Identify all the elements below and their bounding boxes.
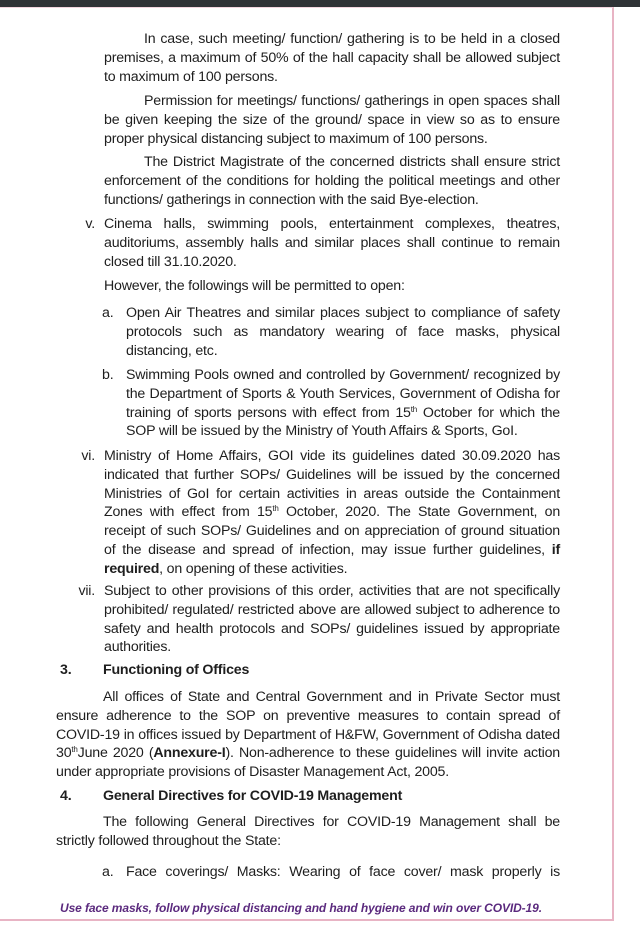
section-3-paragraph (56, 688, 560, 782)
section-4-title: General Directives for COVID-19 Management (103, 788, 403, 804)
item-text: Open Air Theatres and similar places subject to compliance of safety protocols such as mandatory wearing of face masks, physical distancing, etc. (126, 305, 560, 359)
paragraph-open-spaces (104, 92, 560, 148)
superscript: th (71, 745, 78, 755)
viewer-top-bar (0, 0, 640, 7)
item-number: vii. (78, 583, 95, 599)
text-segment: October, 2020. The State Government, on receipt of such SOPs/ Guidelines and on appreciation of ground situation of the disease and spread of infection, may issue further guidelines, (104, 504, 561, 558)
however-text: However, the followings will be permitted to open: (104, 278, 405, 294)
text-segment: October for which the SOP will be issued by the Ministry of Youth Affairs & Sports, GoI. (126, 404, 560, 440)
paragraph-district-magistrate (104, 153, 560, 209)
item-text: Face coverings/ Masks: Wearing of face cover/ mask properly is (126, 864, 560, 880)
superscript: th (272, 504, 279, 514)
text-segment: ). Non-adherence to these guidelines will invite action under appropriate provisions of Disaster Management Act, 2005. (56, 745, 560, 781)
paragraph-text: Permission for meetings/ functions/ gatherings in open spaces shall be given keeping the size of the ground/ space in view so as to ensure proper physical distancing subject to maximum of 100 persons. (104, 93, 560, 147)
item-letter: a. (102, 305, 114, 321)
item-text: Cinema halls, swimming pools, entertainment complexes, theatres, auditoriums, assembly halls and similar places shall continue to remain closed till 31.10.2020. (104, 216, 560, 270)
bold-text: if required (104, 541, 560, 577)
text-segment: Swimming Pools owned and controlled by Government/ recognized by the Department of Sports & Youth Services, Government of Odisha for training of sports persons with effect from 15 (126, 367, 560, 421)
item-text (104, 447, 560, 579)
section-4-number: 4. (60, 788, 72, 804)
page-footer-slogan: Use face masks, follow physical distancing and hand hygiene and win over COVID-19. (60, 901, 542, 915)
text-segment: Ministry of Home Affairs, GOI vide its guidelines dated 30.09.2020 has indicated that further SOPs/ Guidelines will be issued by the concerned Ministries of GoI for certain activities in areas outside the Containment Zones with effect from 15 (104, 448, 560, 521)
paragraph-text: In case, such meeting/ function/ gathering is to be held in a closed premises, a maximum of 50% of the hall capacity shall be allowed subject to maximum of 100 persons. (104, 31, 560, 85)
paragraph-closed-premises (104, 30, 560, 86)
text-segment: All offices of State and Central Government and in Private Sector must ensure adherence to the SOP on preventive measures to contain spread of COVID-19 in offices issued by Department of H&FW, Government of Odisha dated 30 (56, 689, 560, 762)
paragraph-text: The District Magistrate of the concerned districts shall ensure strict enforcement of the conditions for holding the political meetings and other functions/ gatherings in connection with the said Bye-election. (104, 154, 560, 208)
text-segment: The following General Directives for COVID-19 Management shall be strictly followed throughout the State: (56, 814, 560, 849)
however-line (104, 277, 560, 296)
item-number: v. (85, 216, 95, 232)
item-text (126, 366, 560, 441)
item-text: Subject to other provisions of this order, activities that are not specifically prohibited/ regulated/ restricted above are allowed subject to adherence to safety and health protocols and SOPs/ guidelines issued by appropriate authorities. (104, 583, 560, 656)
item-number: vi. (81, 448, 95, 464)
section-3-number: 3. (60, 662, 72, 678)
annexure-reference: Annexure-I (153, 745, 226, 762)
text-segment: , on opening of these activities. (159, 560, 348, 577)
item-letter: a. (102, 864, 114, 880)
text-segment: June 2020 ( (77, 745, 154, 762)
item-letter: b. (102, 367, 114, 383)
section-4-paragraph (56, 813, 560, 851)
superscript: th (410, 404, 418, 414)
section-3-title: Functioning of Offices (103, 662, 250, 678)
